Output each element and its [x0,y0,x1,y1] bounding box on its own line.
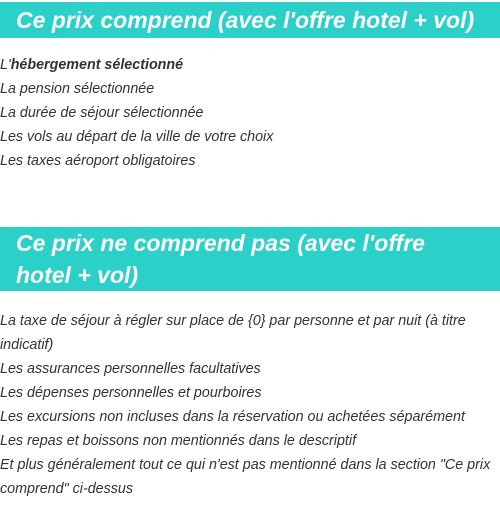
excludes-section-title: Ce prix ne comprend pas (avec l'offre hotel + vol) [0,227,500,291]
includes-item-duration: La durée de séjour sélectionnée [0,105,204,121]
excludes-item-general: Et plus généralement tout ce qui n'est pas mentionné dans la section "Ce prix comprend" ci-dessus [0,457,491,497]
includes-item-flights: Les vols au départ de la ville de votre choix [0,129,274,145]
excludes-list [0,309,500,501]
excludes-item-personal-expenses: Les dépenses personnelles et pourboires [0,385,262,401]
includes-item-accommodation [0,53,500,77]
excludes-item-excursions: Les excursions non incluses dans la réservation ou achetées séparément [0,409,465,425]
includes-section-title: Ce prix comprend (avec l'offre hotel + vol) [0,2,500,38]
includes-item-bold-text: hébergement sélectionné [10,57,184,73]
includes-item-prefix: L' [0,57,11,73]
excludes-item-tourist-tax: La taxe de séjour à régler sur place de {0} par personne et par nuit (à titre indicatif) [0,313,466,353]
includes-list [0,53,500,173]
includes-item-airport-taxes: Les taxes aéroport obligatoires [0,153,196,169]
includes-item-board: La pension sélectionnée [0,81,155,97]
excludes-item-insurance: Les assurances personnelles facultatives [0,361,261,377]
excludes-item-meals: Les repas et boissons non mentionnés dans le descriptif [0,433,357,449]
